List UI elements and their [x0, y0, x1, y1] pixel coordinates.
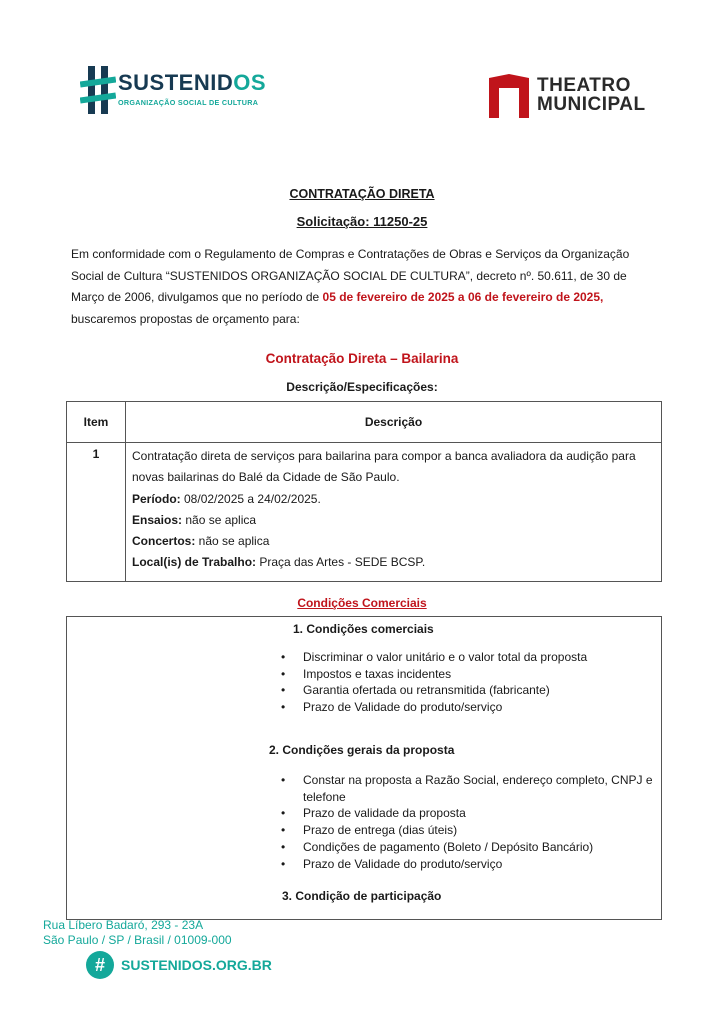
sustenidos-hash-icon: #: [86, 951, 114, 979]
periodo-line: Período: 08/02/2025 a 24/02/2025.: [132, 491, 321, 506]
theatro-municipal-logo: [489, 74, 659, 120]
intro-paragraph: [71, 244, 661, 330]
solicitacao-number: Solicitação: 11250-25: [296, 214, 428, 229]
col-desc-header: Descrição: [126, 402, 662, 443]
list-item: • Prazo de Validade do produto/serviço: [303, 699, 673, 716]
local-line: Local(is) de Trabalho: Praça das Artes - SEDE BCSP.: [132, 555, 426, 570]
conditions-heading: Condições Comerciais: [297, 596, 427, 610]
sustenidos-subtitle: ORGANIZAÇÃO SOCIAL DE CULTURA: [118, 98, 259, 107]
table-header-row: [67, 402, 662, 443]
site-link[interactable]: SUSTENIDOS.ORG.BR: [121, 957, 272, 973]
intro-text-end: buscaremos propostas de orçamento para:: [71, 311, 300, 326]
spec-heading: Descrição/Especificações:: [286, 380, 438, 394]
address-line-2: São Paulo / SP / Brasil / 01009-000: [43, 933, 232, 947]
sustenidos-wordmark: SUSTENIDOS: [118, 70, 267, 95]
address-line-1: Rua Líbero Badaró, 293 - 23A: [43, 918, 204, 932]
conditions-box: [66, 616, 662, 920]
table-row: [67, 443, 662, 582]
section-title: Contratação Direta – Bailarina: [265, 351, 459, 366]
list-item: • Garantia ofertada ou retransmitida (fabricante): [303, 682, 673, 699]
document-title: CONTRATAÇÃO DIRETA: [289, 187, 435, 201]
section2-list: [279, 772, 673, 872]
theatro-arch-icon: [489, 74, 529, 118]
hash-logo-icon: [80, 64, 116, 116]
list-item: • Constar na proposta a Razão Social, endereço completo, CNPJ e telefone: [303, 772, 673, 805]
list-item: • Condições de pagamento (Boleto / Depósito Bancário): [303, 839, 673, 856]
section3-title: 3. Condição de participação: [282, 889, 442, 903]
intro-text: Em conformidade com o Regulamento de Compras e Contratações de Obras e Serviços da Organização Social de Cultura “SUSTENIDOS ORGANIZAÇÃO SOCIAL DE CULTURA”, decreto nº. 50.611, de 30 de Março de 2006, divulgamos que no período de: [71, 247, 630, 304]
list-item: • Discriminar o valor unitário e o valor total da proposta: [303, 649, 673, 666]
footer-address: [43, 918, 232, 948]
list-item: • Prazo de Validade do produto/serviço: [303, 856, 673, 873]
list-item: • Impostos e taxas incidentes: [303, 666, 673, 683]
concertos-line: Concertos: não se aplica: [132, 534, 270, 549]
list-item: • Prazo de validade da proposta: [303, 805, 673, 822]
list-item: • Prazo de entrega (dias úteis): [303, 822, 673, 839]
section1-title: 1. Condições comerciais: [293, 622, 434, 636]
item-description: Contratação direta de serviços para bailarina para compor a banca avaliadora da audição para novas bailarinas do Balé da Cidade de São Paulo.: [132, 449, 636, 485]
intro-period: 05 de fevereiro de 2025 a 06 de fevereiro de 2025,: [322, 290, 604, 304]
spec-table: [66, 401, 662, 582]
ensaios-line: Ensaios: não se aplica: [132, 512, 257, 527]
item-number: 1: [67, 443, 126, 582]
section1-list: [279, 649, 673, 716]
section2-title: 2. Condições gerais da proposta: [269, 743, 455, 757]
sustenidos-logo: [80, 64, 280, 116]
item-description-cell: [126, 443, 662, 582]
col-item-header: Item: [67, 402, 126, 443]
theatro-wordmark: THEATRO MUNICIPAL: [537, 75, 646, 115]
